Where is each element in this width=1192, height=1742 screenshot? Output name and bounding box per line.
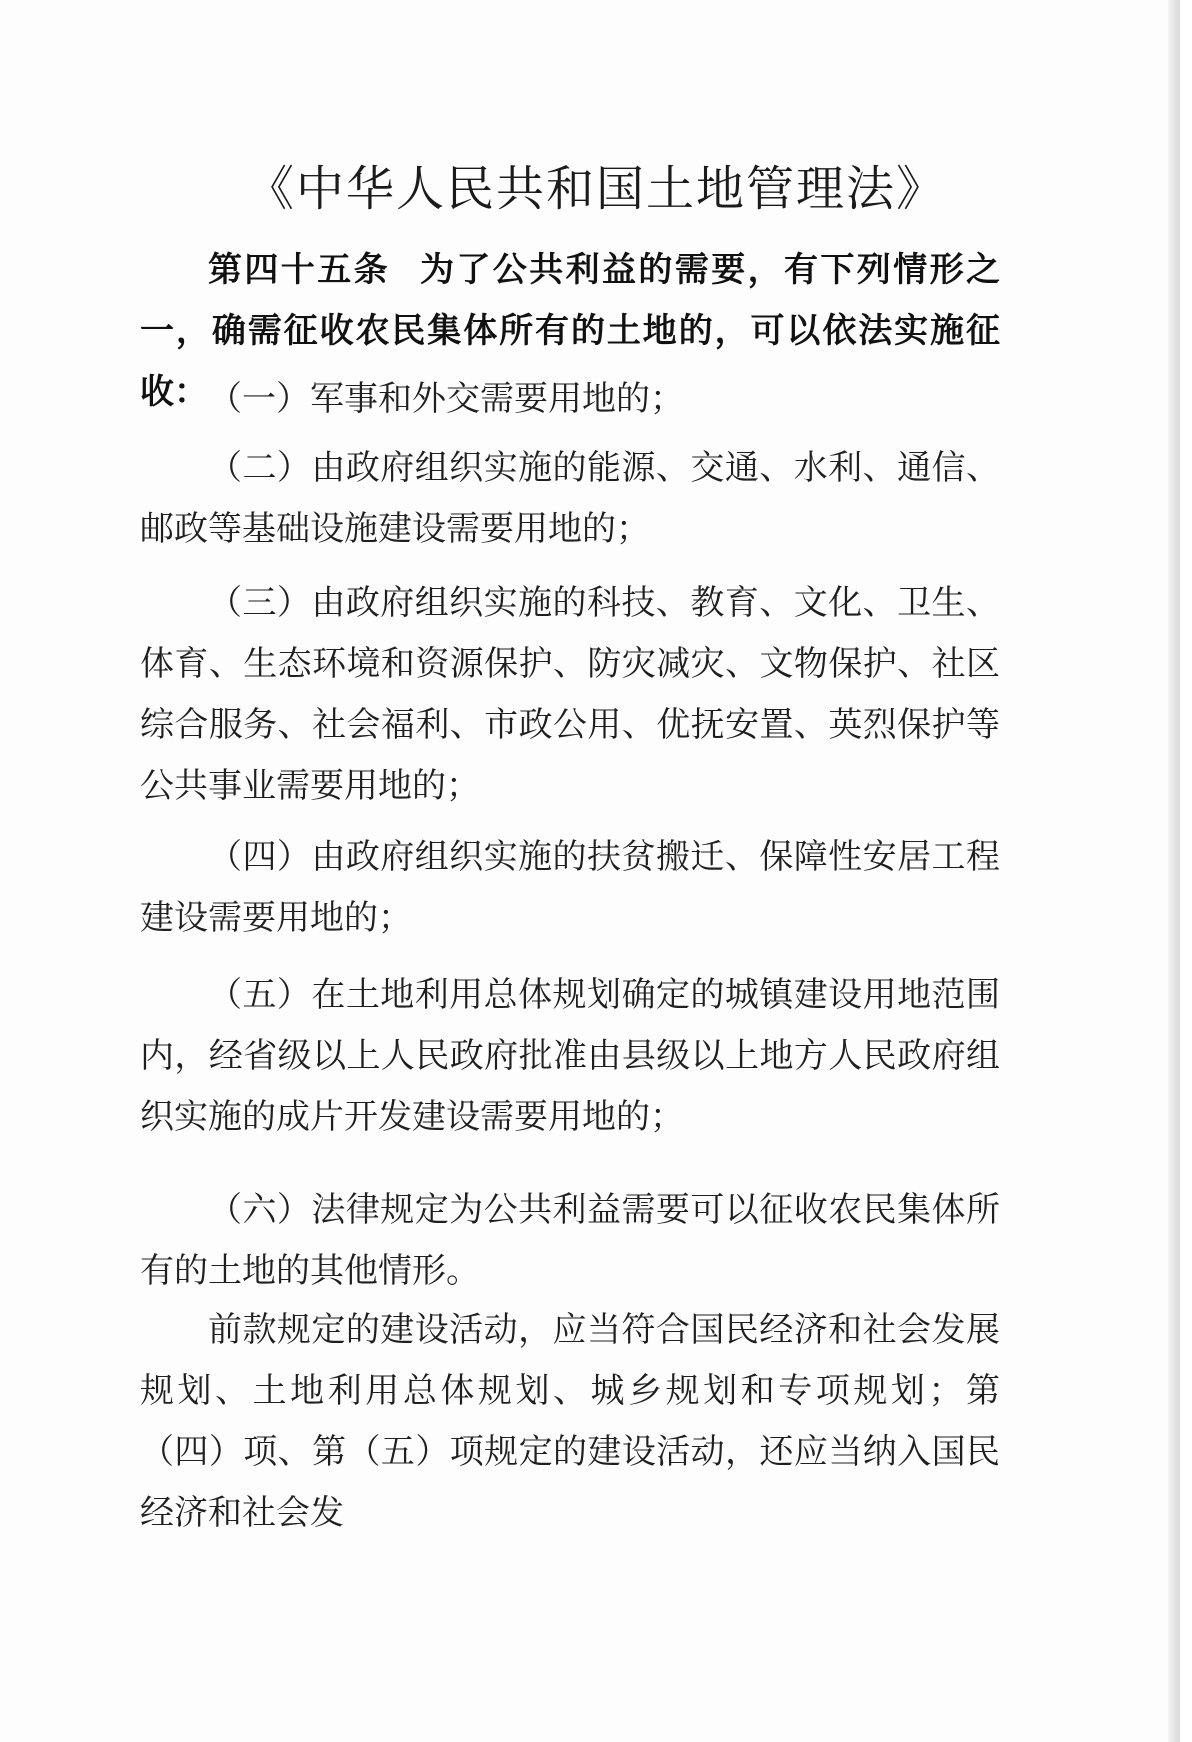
list-item-2: （二）由政府组织实施的能源、交通、水利、通信、邮政等基础设施建设需要用地的； (140, 448, 1000, 549)
list-item-6: （六）法律规定为公共利益需要可以征收农民集体所有的土地的其他情形。 (140, 1190, 1000, 1291)
list-item-1: （一）军事和外交需要用地的； (208, 379, 684, 419)
closing-paragraph: 前款规定的建设活动，应当符合国民经济和社会发展规划、土地利用总体规划、城乡规划和专项规划；第（四）项、第（五）项规定的建设活动，还应当纳入国民经济和社会发 (140, 1310, 1000, 1533)
document-title: 《中华人民共和国土地管理法》 (245, 161, 946, 217)
article-lead-text: 为了公共利益的需要，有下列情形之一，确需征收农民集体所有的土地的，可以依法实施征收： (140, 250, 1000, 412)
article-number: 第四十五条 (208, 250, 390, 290)
page-edge-shadow (1168, 0, 1180, 1742)
list-item-4: （四）由政府组织实施的扶贫搬迁、保障性安居工程建设需要用地的； (140, 837, 1000, 938)
list-item-5: （五）在土地利用总体规划确定的城镇建设用地范围内，经省级以上人民政府批准由县级以上地方人民政府组织实施的成片开发建设需要用地的； (140, 975, 1000, 1137)
list-item-3: （三）由政府组织实施的科技、教育、文化、卫生、体育、生态环境和资源保护、防灾减灾、文物保护、社区综合服务、社会福利、市政公用、优抚安置、英烈保护等公共事业需要用地的； (140, 583, 1000, 806)
